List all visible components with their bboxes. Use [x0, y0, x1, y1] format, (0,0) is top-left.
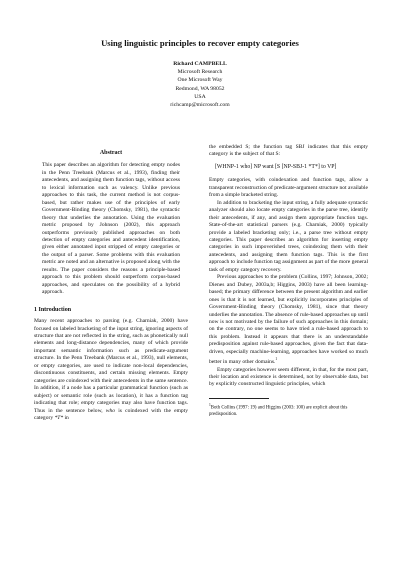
author-address-line-1: One Microsoft Way [177, 77, 223, 84]
right-paragraph-0: the embedded S; the function tag SBJ indicates that this empty category is the subject of that S: [209, 144, 368, 158]
footnote-mark: 1 [209, 402, 211, 407]
italic-trace: *T* [54, 414, 64, 421]
bracketed-structure-example: [WHNP-1 who] NP want [S [NP-SBJ-1 *T*] to VP] [215, 163, 337, 170]
right-paragraph-1: Empty categories, with coindexation and function tags, allow a transparent reconstruction of predicate-argument structure not available from a simple bracketed string. [209, 177, 368, 199]
section-heading-introduction: 1 Introduction [34, 306, 72, 313]
footnote-ref: 1 [275, 357, 278, 362]
author-affiliation: Microsoft Research [177, 69, 223, 76]
author-country: USA [194, 93, 206, 100]
right-paragraph-3 [209, 274, 368, 366]
footnote [209, 402, 368, 418]
introduction-paragraph [34, 318, 188, 422]
author-email: richcamp@microsoft.com [170, 102, 230, 109]
right-paragraph-2: In addition to bracketing the input string, a fully adequate syntactic analyzer should also locate empty categories in the parse tree, identify their antecedents, if any, and assign them appropriate function tags. State-of-the-art statistical parsers (e.g. Charniak, 2000) typically provide a labeled bracketing only; i.e., a parse tree without empty categories. This paper describes an algorithm for inserting empty categories in such impoverished trees, coindexing them with their antecedents, and assigning them function tags. This is the first approach to include function tag assignment as part of the more general task of empty category recovery. [209, 199, 368, 273]
footnote-divider [209, 398, 269, 399]
author-block [100, 60, 300, 109]
introduction-paragraph-text: Many recent approaches to parsing (e.g. Charniak, 2000) have focused on labeled bracketing of the input string, ignoring aspects of structure that are not reflected in the string, such as phonetically null elements and long-distance dependencies, many of which provide important semantic information such as predicate-argument structure. In the Penn Treebank (Marcus et al., 1993), null elements, or empty categories, are used to indicate non-local dependencies, discontinuous constituents, and certain missing elements. Empty categories are coindexed with their antecedents in the same sentence. In addition, if a node has a particular grammatical function (such as subject) or semantic role (such as location), it has a function tag indicating that role; empty categories may also have function tags. Thus in the sentence below, [34, 318, 188, 414]
footnote-text: Both Collins (1997: 19) and Higgins (2003: 100) are explicit about this predisposition. [209, 405, 348, 417]
paper-title: Using linguistic principles to recover empty categories [101, 38, 299, 48]
abstract-heading: Abstract [99, 150, 123, 156]
abstract-text: This paper describes an algorithm for detecting empty nodes in the Penn Treebank (Marcus et al., 1993), finding their antecedents, and assigning them function tags, without access to lexical information such as valency. Unlike previous approaches to this task, the current method is not corpus-based, but rather makes use of the principles of early Government-Binding theory (Chomsky, 1981), the syntactic theory that underlies the annotation. Using the evaluation metric proposed by Johnson (2002), this approach outperforms previously published approaches on both detection of empty categories and antecedent identification, given either annotated input stripped of empty categories or the output of a parser. Some problems with this evaluation metric are noted and an alternative is proposed along with the results. The paper considers the reasons a principle-based approach to this problem should outperform corpus-based approaches, and speculates on the possibility of a hybrid approach. [42, 162, 180, 296]
italic-who: who [105, 407, 116, 414]
introduction-text-mid: is coindexed with the empty category [34, 407, 188, 421]
author-name: Richard CAMPBELL [173, 61, 227, 67]
author-address-line-2: Redmond, WA 98052 [175, 85, 225, 92]
right-paragraph-4: Empty categories however seem different, in that, for the most part, their location and existence is determined, not by observable data, but by explicitly constructed linguistic principles, which [209, 366, 368, 388]
right-paragraph-3-text: Previous approaches to the problem (Collins, 1997; Johnson, 2002; Dienes and Dubey, 2003a,b; Higgins, 2003) have all been learning-based; the primary difference between the present algorithm and earlier ones is that it is not learned, but explicitly incorporates principles of Government-Binding theory (Chomsky, 1981), since that theory underlies the annotation. The absence of rule-based approaches up until now is not motivated by the failure of such approaches in this domain; on the contrary, no one seems to have tried a rule-based approach to this problem. Instead it appears that there is an understandable predisposition against rule-based approaches, given the fact that data-driven, especially machine-learning, approaches have worked so much better in many other domains. [209, 274, 368, 366]
right-column [209, 144, 368, 418]
left-column [34, 150, 188, 422]
introduction-text-tail: in [63, 414, 69, 421]
